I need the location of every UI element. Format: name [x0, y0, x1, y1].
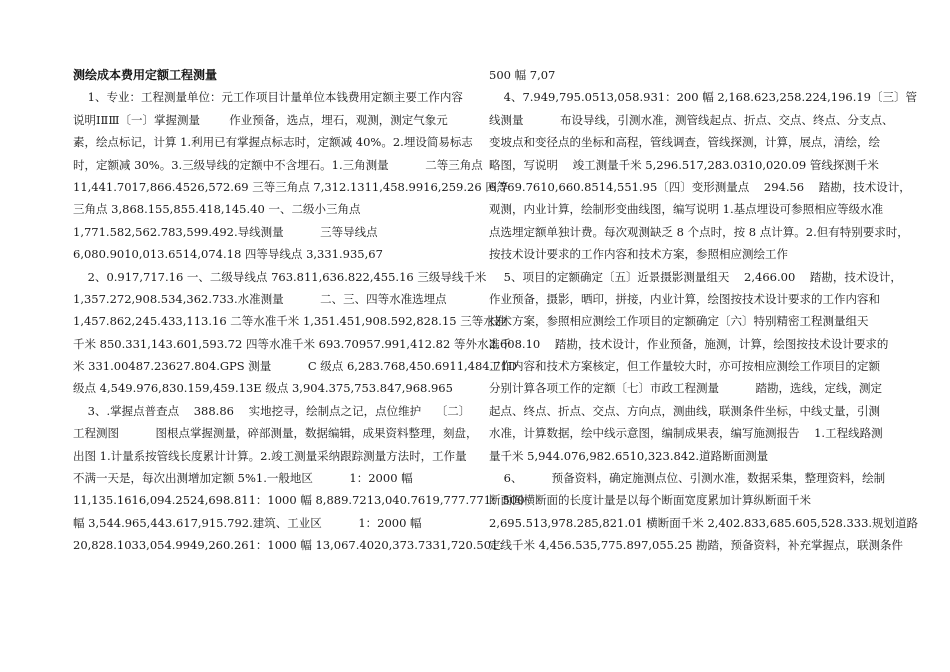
body-line: 分别计算各项工作的定额〔七〕市政工程测量 踏勘，选线，定线，测定 [489, 381, 883, 396]
body-line: 工程测图 图根点掌握测量，碎部测量，数据编辑，成果资料整理，刻盘， [73, 426, 478, 441]
body-line: 2,608.10 踏勘，技术设计，作业预备，施测，计算，绘图按技术设计要求的 [489, 336, 889, 351]
body-line: 3、.掌握点普查点 388.86 实地挖寻，绘制点之记，点位维护 〔二〕 [73, 403, 471, 418]
body-line: 说明ⅠⅡⅢ〔一〕掌握测量 作业预备，选点，埋石，观测，测定气象元 [73, 112, 448, 127]
body-line: 2,695.513,978.285,821.01 横断面千米 2,402.833,685.605,528.333.规划道路 [489, 515, 919, 530]
body-line: 不满一天是，每次出测增加定额 5%1.一般地区 1：2000 幅 [73, 471, 413, 486]
body-line: 11,135.1616,094.2524,698.811：1000 幅 8,889.7213,040.7619,777.771：500 [73, 493, 525, 508]
body-line: 起点、终点、折点、交点、方向点，测曲线，联测条件坐标，中线丈量，引测 [489, 403, 880, 418]
body-line: 观测，内业计算，绘制形变曲线图，编写说明 1.基点埋设可参照相应等级水准 [489, 202, 884, 217]
body-line: 11,441.7017,866.4526,572.69 三等三角点 7,312.1311,458.9916,259.26 四等 [73, 179, 509, 194]
body-line: 变坡点和变径点的坐标和高程，管线调查，管线探测，计算，展点，清绘，绘 [489, 135, 880, 150]
body-line: 按技术设计要求的工作内容和技术方案，参照相应测绘工作 [489, 247, 788, 262]
body-line: 时，定额减 30%。3.三级导线的定额中不含埋石。1.三角测量 二等三角点 [73, 157, 483, 172]
body-line: 20,828.1033,054.9949,260.261：1000 幅 13,067.4020,373.7331,720.501： [73, 538, 510, 553]
body-line: 量千米 5,944.076,982.6510,323.842.道路断面测量 [489, 448, 769, 463]
document-title: 测绘成本费用定额工程测量 [73, 68, 218, 82]
body-line: 6、 预备资料，确定施测点位、引测水准，数据采集，整理资料，绘制 [489, 471, 886, 486]
body-line: 米 331.00487.23627.804.GPS 测量 C 级点 6,283.768,450.6911,484.71D [73, 359, 518, 374]
body-line: 级点 4,549.976,830.159,459.13E 级点 3,904.375,753.847,968.965 [73, 381, 453, 396]
body-line: 500 幅 7,07 [489, 68, 556, 82]
body-line: 定线千米 4,456.535,775.897,055.25 勘踏，预备资料，补充掌握点，联测条件 [489, 538, 903, 553]
body-line: 4、7.949,795.0513,058.931：200 幅 2,168.623,258.224,196.19〔三〕管 [489, 90, 917, 105]
body-line: 线测量 布设导线，引测水准，测管线起点、折点、交点、终点、分支点、 [489, 112, 894, 127]
body-line: 5、项目的定额确定〔五〕近景摄影测量组天 2,466.00 踏勘，技术设计， [489, 269, 902, 284]
body-line: 1,357.272,908.534,362.733.水准测量 二、三、四等水准选埋点 [73, 291, 447, 306]
body-line: 点选埋定额单独计费。每次观测缺乏 8 个点时，按 8 点计算。2.但有特别要求时， [489, 224, 909, 239]
body-line: 技术方案，参照相应测绘工作项目的定额确定〔六〕特别精密工程测量组天 [489, 314, 869, 329]
body-line: 千米 850.331,143.601,593.72 四等水准千米 693.70957.991,412.82 等外水准千 [73, 336, 512, 351]
body-line: 素，绘点标记，计算 1.利用已有掌握点标志时，定额减 40%。2.埋设简易标志 [73, 135, 473, 150]
body-line: 出图 1.计量系按管线长度累计计算。2.竣工测量采纳跟踪测量方法时，工作量 [73, 448, 467, 463]
body-line: 断面图横断面的长度计量是以每个断面宽度累加计算纵断面千米 [489, 493, 811, 508]
body-line: 2、0.917,717.16 一、二级导线点 763.811,636.822,455.16 三级导线千米 [73, 269, 487, 284]
body-line: 1、专业：工程测量单位：元工作项目计量单位本钱费用定额主要工作内容 [73, 90, 463, 105]
body-line: 略图，写说明 竣工测量千米 5,296.517,283.0310,020.09 管线探测千米 [489, 157, 879, 172]
body-line: 1,457.862,245.433,113.16 二等水准千米 1,351.451,908.592,828.15 三等水准 [73, 314, 507, 329]
body-line: 水准，计算数据，绘中线示意图，编制成果表，编写施测报告 1.工程线路测 [489, 426, 883, 441]
body-line: 三角点 3,868.155,855.418,145.40 一、二级小三角点 [73, 202, 361, 217]
body-line: 作业预备，摄影，晒印，拼接，内业计算，绘图按技术设计要求的工作内容和 [489, 291, 880, 306]
body-line: 1,771.582,562.783,599.492.导线测量 三等导线点 [73, 224, 378, 239]
right-column [489, 64, 919, 557]
body-line: 幅 3,544.965,443.617,915.792.建筑、工业区 1：2000 幅 [73, 515, 422, 530]
body-line: 6,769.7610,660.8514,551.95〔四〕变形测量点 294.56 踏勘，技术设计， [489, 179, 911, 194]
body-line: 工作内容和技术方案核定，但工作量较大时，亦可按相应测绘工作项目的定额 [489, 359, 880, 374]
body-line: 6,080.9010,013.6514,074.18 四等导线点 3,331.935,67 [73, 247, 383, 262]
